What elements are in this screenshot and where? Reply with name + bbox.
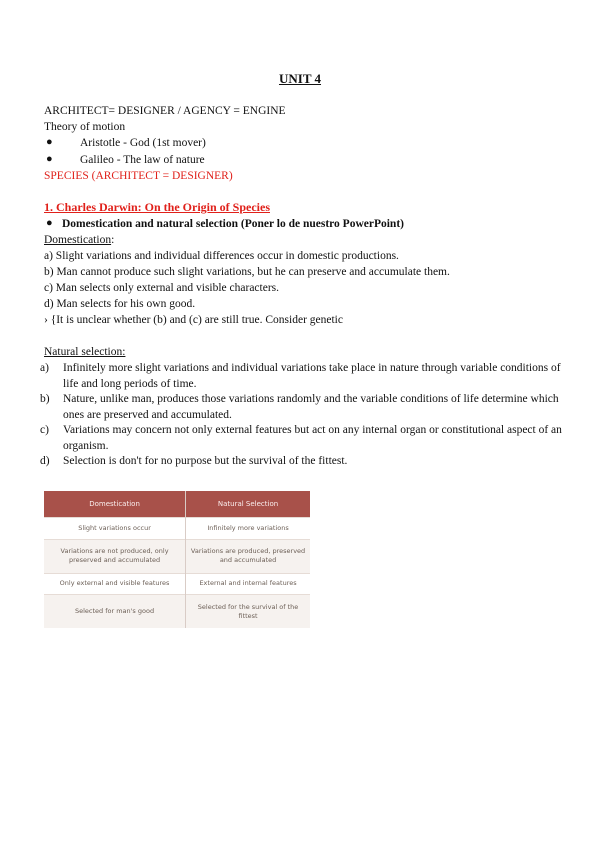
natural-selection-heading: Natural selection: bbox=[44, 346, 126, 358]
domestication-item-c: c) Man selects only external and visible characters. bbox=[44, 282, 280, 294]
natural-selection-list bbox=[40, 361, 564, 470]
natural-item-a: Infinitely more slight variations and individual variations take place in nature through variable conditions of life and long periods of time. bbox=[63, 362, 561, 390]
table-header-natural-selection: Natural Selection bbox=[186, 491, 310, 518]
table-cell: Variations are not produced, only preserved and accumulated bbox=[44, 539, 186, 573]
list-item bbox=[40, 454, 564, 470]
domestication-item-a: a) Slight variations and individual differences occur in domestic productions. bbox=[44, 250, 399, 262]
table-cell: Variations are produced, preserved and accumulated bbox=[186, 539, 310, 573]
table-row bbox=[44, 595, 310, 628]
table-cell: Only external and visible features bbox=[44, 573, 186, 595]
list-marker: d) bbox=[40, 455, 50, 467]
table-cell: Slight variations occur bbox=[44, 518, 186, 540]
domestication-heading-colon: : bbox=[111, 234, 115, 246]
intro-line-architect: ARCHITECT= DESIGNER / AGENCY = ENGINE bbox=[44, 105, 286, 117]
list-marker: b) bbox=[40, 393, 50, 405]
table-row bbox=[44, 539, 310, 573]
table-header-domestication: Domestication bbox=[44, 491, 186, 518]
table-cell: Infinitely more variations bbox=[186, 518, 310, 540]
species-line: SPECIES (ARCHITECT = DESIGNER) bbox=[44, 170, 233, 182]
list-item bbox=[40, 361, 564, 392]
domestication-heading bbox=[44, 233, 114, 248]
natural-item-b: Nature, unlike man, produces those variations randomly and the variable conditions of life determine which ones are preserved and accumulated. bbox=[63, 393, 559, 421]
bullet-icon: ● bbox=[46, 217, 53, 229]
domestication-heading-text: Domestication bbox=[44, 234, 112, 246]
list-marker: c) bbox=[40, 424, 49, 436]
table-cell: External and internal features bbox=[186, 573, 310, 595]
table-cell: Selected for the survival of the fittest bbox=[186, 595, 310, 628]
table-header-row bbox=[44, 491, 310, 518]
domestication-item-b: b) Man cannot produce such slight variations, but he can preserve and accumulate them. bbox=[44, 266, 450, 278]
bullet-icon: ● bbox=[46, 153, 53, 165]
domestication-item-d: d) Man selects for his own good. bbox=[44, 298, 196, 310]
comparison-table bbox=[44, 491, 310, 628]
bullet-galileo: Galileo - The law of nature bbox=[80, 154, 205, 166]
bullet-icon: ● bbox=[46, 136, 53, 148]
table-cell: Selected for man's good bbox=[44, 595, 186, 628]
intro-line-theory: Theory of motion bbox=[44, 121, 126, 133]
page-title: UNIT 4 bbox=[278, 71, 322, 86]
section-heading-darwin: 1. Charles Darwin: On the Origin of Species bbox=[44, 200, 270, 214]
list-marker: a) bbox=[40, 362, 49, 374]
bullet-domestication-natural: Domestication and natural selection (Poner lo de nuestro PowerPoint) bbox=[62, 218, 404, 230]
natural-item-d: Selection is don't for no purpose but the survival of the fittest. bbox=[63, 455, 348, 467]
domestication-note: › {It is unclear whether (b) and (c) are still true. Consider genetic bbox=[44, 314, 343, 326]
table-row bbox=[44, 518, 310, 540]
natural-item-c: Variations may concern not only external features but act on any internal organ or constitutional aspect of an organism. bbox=[63, 424, 562, 452]
table-row bbox=[44, 573, 310, 595]
list-item bbox=[40, 423, 564, 454]
bullet-aristotle: Aristotle - God (1st mover) bbox=[80, 137, 206, 149]
list-item bbox=[40, 392, 564, 423]
